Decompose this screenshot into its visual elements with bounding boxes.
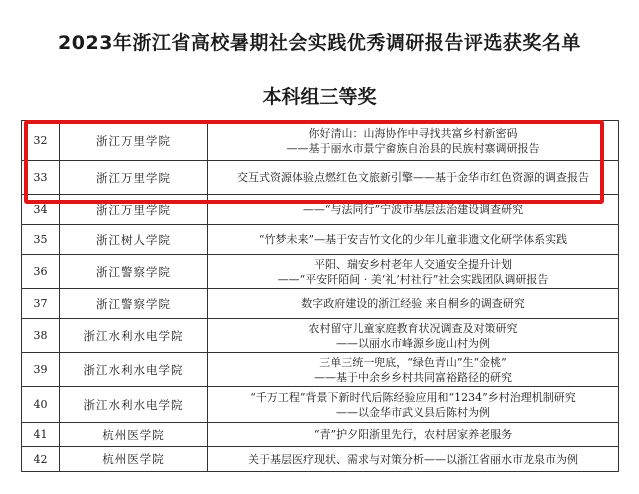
- row-number: 34: [22, 195, 60, 225]
- report-title-line: “竹梦未来”—基于安吉竹文化的少年儿童非遗文化研学体系实践: [258, 233, 568, 246]
- report-title-line: ——“与法同行”宁波市基层法治建设调查研究: [302, 203, 524, 216]
- report-title-line: ——基于中余乡乡村共同富裕路径的研究: [314, 370, 512, 384]
- row-number: 41: [22, 423, 60, 447]
- row-number: 38: [22, 319, 60, 353]
- school-name: 浙江水利水电学院: [60, 353, 208, 387]
- table-row: [22, 423, 619, 447]
- report-title-line: 数字政府建设的浙江经验 来自桐乡的调查研究: [301, 297, 525, 310]
- report-title-line: 你好清山：山海协作中寻找共富乡村新密码: [308, 126, 518, 140]
- school-name: 浙江万里学院: [60, 195, 208, 225]
- report-title-line: ——以金华市武义县后陈村为例: [336, 405, 490, 419]
- report-title: [208, 121, 619, 161]
- report-title: [208, 319, 619, 353]
- report-title: [208, 423, 619, 447]
- report-title-line: “千万工程”背景下新时代后陈经验应用和“1234”乡村治理机制研究: [250, 390, 576, 404]
- report-title-line: 农村留守儿童家庭教育状况调查及对策研究: [308, 321, 518, 335]
- report-title: [208, 161, 619, 195]
- row-number: 42: [22, 447, 60, 472]
- report-title-line: “青”护夕阳浙里先行，农村居家养老服务: [313, 428, 513, 441]
- report-title-line: 关于基层医疗现状、需求与对策分析——以浙江省丽水市龙泉市为例: [248, 452, 578, 466]
- table-row: [22, 353, 619, 387]
- row-number: 32: [22, 121, 60, 161]
- report-title-line: 交互式资源体验点燃红色文旅新引擎——基于金华市红色资源的调查报告: [237, 171, 589, 184]
- awards-table: [21, 120, 619, 472]
- school-name: 浙江树人学院: [60, 225, 208, 255]
- table-row: [22, 319, 619, 353]
- awards-table-body: [22, 121, 619, 472]
- table-row: [22, 447, 619, 472]
- table-row: [22, 225, 619, 255]
- school-name: 浙江水利水电学院: [60, 387, 208, 423]
- report-title: [208, 289, 619, 319]
- report-title: [208, 255, 619, 289]
- school-name: 杭州医学院: [60, 423, 208, 447]
- report-title-line: ——基于丽水市景宁畲族自治县的民族村寨调研报告: [286, 141, 540, 155]
- report-title: [208, 387, 619, 423]
- report-title: [208, 447, 619, 472]
- table-row: [22, 161, 619, 195]
- row-number: 36: [22, 255, 60, 289]
- table-row: [22, 195, 619, 225]
- school-name: 浙江警察学院: [60, 255, 208, 289]
- row-number: 40: [22, 387, 60, 423]
- row-number: 35: [22, 225, 60, 255]
- school-name: 浙江水利水电学院: [60, 319, 208, 353]
- row-number: 39: [22, 353, 60, 387]
- school-name: 杭州医学院: [60, 447, 208, 472]
- table-row: [22, 387, 619, 423]
- table-row: [22, 121, 619, 161]
- report-title-line: ——以丽水市峰源乡庞山村为例: [336, 336, 490, 350]
- report-title: [208, 225, 619, 255]
- row-number: 33: [22, 161, 60, 195]
- page-title: 2023年浙江省高校暑期社会实践优秀调研报告评选获奖名单: [58, 32, 581, 54]
- report-title-line: ——“平安阡陌间 · 美‘礼’村社行”社会实践团队调研报告: [277, 272, 549, 286]
- report-title-line: 平阳、瑞安乡村老年人交通安全提升计划: [314, 257, 512, 271]
- school-name: 浙江万里学院: [60, 121, 208, 161]
- award-category-heading: 本科组三等奖: [262, 86, 377, 108]
- table-row: [22, 289, 619, 319]
- school-name: 浙江警察学院: [60, 289, 208, 319]
- report-title: [208, 195, 619, 225]
- report-title-line: 三单三统一兜底，“绿色青山”生“金桃”: [319, 355, 507, 369]
- report-title: [208, 353, 619, 387]
- row-number: 37: [22, 289, 60, 319]
- table-row: [22, 255, 619, 289]
- school-name: 浙江万里学院: [60, 161, 208, 195]
